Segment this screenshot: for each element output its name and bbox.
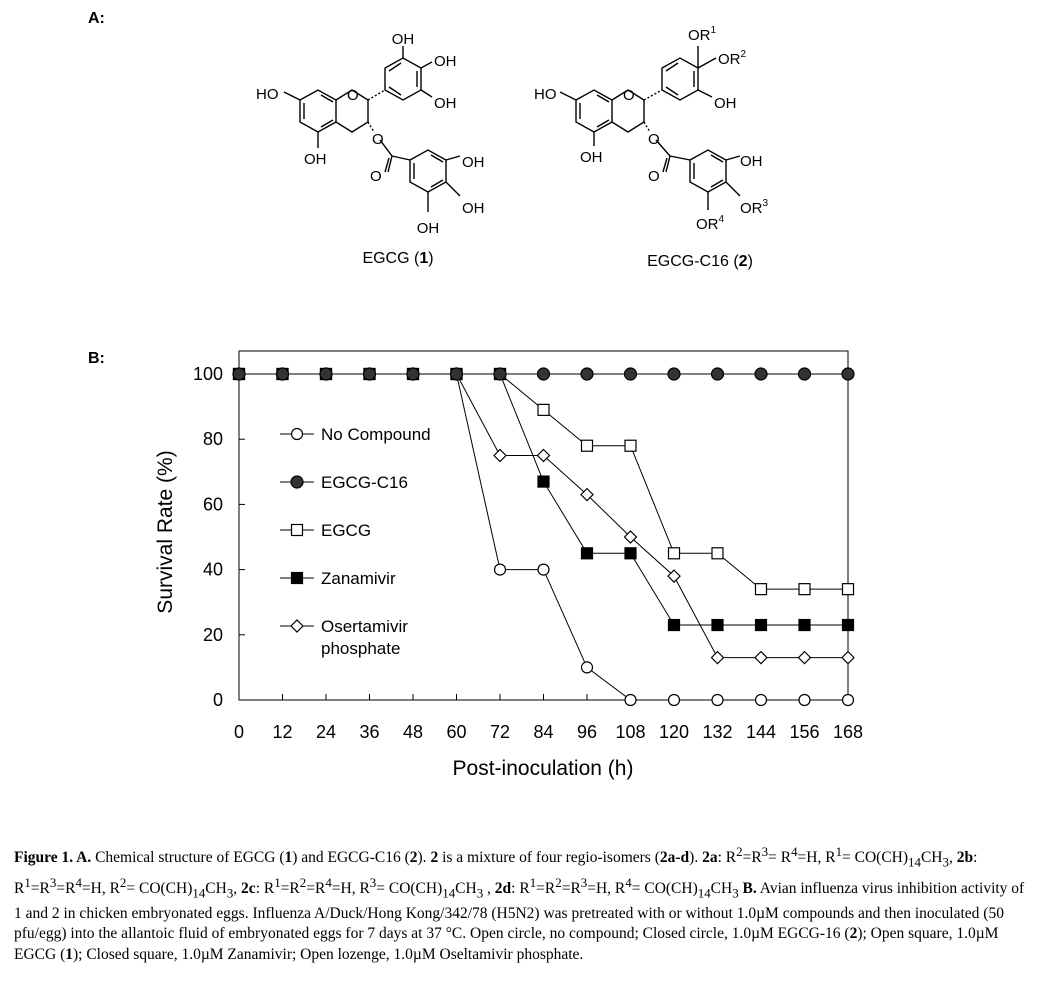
x-tick-label: 12	[272, 722, 293, 742]
c16-or2-label: $OR^2$	[718, 49, 747, 68]
y-tick-label: 100	[192, 364, 223, 384]
y-axis-title: Survival Rate (%)	[154, 450, 177, 614]
x-tick-label: 48	[402, 722, 424, 742]
caption-subscript: 3	[476, 885, 484, 900]
caption-superscript: 1	[529, 874, 537, 890]
c16-oh-r-label: OH	[714, 95, 737, 112]
caption-superscript: 4	[325, 874, 332, 890]
series-closed-circle	[233, 368, 854, 380]
egcg-carbonyl-o-label: O	[370, 168, 382, 185]
data-point	[842, 368, 854, 380]
data-point	[581, 368, 593, 380]
caption-text: =R	[30, 879, 50, 897]
c16-carbonyl-o-label: O	[648, 168, 660, 185]
caption-text: =H, R	[797, 849, 836, 867]
caption-superscript: 4	[75, 874, 82, 890]
caption-superscript: 1	[835, 844, 843, 859]
caption-isomer-label: 2a	[702, 849, 718, 867]
caption-text: ).	[689, 849, 703, 867]
caption-text: ); Open square, 1.0µM EGCG (	[14, 925, 999, 963]
legend-item	[280, 521, 371, 540]
caption-fig-label: Figure 1. A.	[14, 849, 92, 867]
c16-oh-bottom-label: OH	[580, 149, 603, 166]
caption-superscript: 4	[791, 844, 798, 859]
caption-text: ,	[483, 879, 495, 897]
caption-text: = CO(CH)	[631, 879, 698, 897]
c16-oh-g1-label: OH	[740, 153, 763, 170]
data-point	[669, 695, 680, 706]
legend-swatch-marker	[292, 429, 303, 440]
caption-text: Chemical structure of EGCG (	[91, 849, 285, 867]
egcg-ester-o-label: O	[372, 131, 384, 148]
caption-superscript: 3	[369, 874, 377, 890]
data-point	[669, 548, 680, 559]
caption-text: =H, R	[81, 879, 120, 897]
x-tick-label: 144	[745, 722, 777, 742]
caption-subscript: 3	[732, 885, 739, 900]
caption-superscript: 3	[49, 874, 57, 890]
data-point	[538, 476, 549, 487]
data-point	[668, 368, 680, 380]
data-point	[756, 584, 767, 595]
data-point	[799, 620, 810, 631]
c16-ho-left-label: HO	[534, 86, 557, 103]
legend-swatch-marker	[291, 476, 303, 488]
legend-item	[280, 569, 396, 588]
caption-text: =H, R	[587, 879, 626, 897]
caption-text: = CO(CH)	[842, 849, 909, 867]
caption-text: = CO(CH)	[376, 879, 443, 897]
egcg-c16-name: EGCG-C16 (2)	[647, 253, 753, 270]
x-axis-ticks	[234, 694, 863, 742]
caption-isomer-label: 2d	[494, 879, 512, 897]
x-tick-label: 120	[658, 722, 690, 742]
data-point	[364, 368, 376, 380]
c16-or4-label: $OR^4$	[696, 214, 725, 233]
data-point	[320, 368, 332, 380]
x-tick-label: 96	[576, 722, 598, 742]
caption-isomer-label: 2c	[241, 879, 256, 897]
data-point	[582, 662, 593, 673]
caption-text: =R	[742, 849, 762, 867]
caption-superscript: 1	[274, 874, 281, 890]
egcg-oh-top-label: OH	[391, 31, 415, 48]
caption-panel-b-label: B.	[738, 879, 757, 897]
data-point	[494, 450, 506, 462]
legend-swatch-marker	[292, 525, 303, 536]
caption-text: =R	[536, 879, 556, 897]
caption-subscript: 3	[226, 885, 234, 900]
caption-text: =R	[306, 879, 326, 897]
caption-compound-number: 2	[409, 849, 418, 867]
x-tick-label: 108	[615, 722, 646, 742]
egcg-oh-r2-label: OH	[434, 95, 457, 112]
data-point	[843, 620, 854, 631]
caption-superscript: 3	[761, 844, 769, 859]
caption-superscript: 3	[580, 874, 588, 890]
legend-label: No Compound	[321, 425, 431, 444]
y-tick-label: 60	[202, 494, 223, 515]
data-point	[625, 695, 636, 706]
data-point	[843, 584, 854, 595]
caption-text: =R	[56, 879, 76, 897]
caption-text: ,	[233, 879, 242, 897]
data-point	[756, 695, 767, 706]
egcg-oh-r1-label: OH	[434, 53, 457, 70]
x-tick-label: 60	[446, 722, 467, 742]
data-point	[712, 548, 723, 559]
x-tick-label: 168	[832, 722, 864, 742]
caption-text: =R	[280, 879, 300, 897]
data-point	[799, 584, 810, 595]
data-point	[712, 620, 723, 631]
y-tick-label: 40	[202, 559, 223, 580]
y-tick-label: 80	[202, 429, 223, 450]
data-point	[843, 695, 854, 706]
data-point	[712, 368, 724, 380]
caption-isomer-range: 2a-d	[659, 849, 690, 867]
egcg-oh-bottom-label: OH	[304, 151, 327, 168]
data-point	[799, 368, 811, 380]
legend-item	[280, 617, 408, 658]
data-point	[842, 652, 854, 664]
egcg-ho-left-label: HO	[256, 86, 279, 103]
y-axis-ticks	[193, 364, 245, 710]
caption-compound-number: 2	[849, 925, 858, 942]
caption-subscript: 3	[942, 854, 949, 870]
data-point	[625, 368, 637, 380]
caption-isomer-label: 2b	[956, 849, 974, 867]
c16-or3-label: $OR^3$	[740, 198, 769, 217]
legend-swatch-marker	[292, 573, 303, 584]
caption-text: =H, R	[331, 879, 370, 897]
caption-text: CH	[920, 849, 943, 867]
legend	[280, 425, 431, 658]
data-point	[407, 368, 419, 380]
caption-compound-number: 1	[284, 849, 293, 867]
egcg-oh-g2-label: OH	[462, 200, 485, 217]
legend-label: Zanamivir	[321, 569, 396, 588]
data-point	[799, 652, 811, 664]
egcg-oh-g1-label: OH	[462, 154, 485, 171]
legend-swatch-marker	[291, 620, 303, 632]
caption-compound-number: 1	[65, 945, 73, 963]
data-point	[712, 652, 724, 664]
caption-superscript: 2	[119, 874, 127, 890]
caption-text: =R	[561, 879, 581, 897]
data-point	[494, 368, 506, 380]
caption-text: : R	[14, 849, 978, 897]
caption-text: ,	[948, 849, 957, 867]
caption-text: ).	[417, 849, 431, 867]
figure-caption	[14, 842, 1030, 965]
caption-subscript: 14	[908, 854, 921, 870]
caption-subscript: 14	[442, 885, 456, 900]
egcg-oh-g3-label: OH	[416, 220, 440, 237]
caption-superscript: 2	[736, 844, 743, 859]
caption-text: ); Closed square, 1.0µM Zanamivir; Open lozenge, 1.0µM Oseltamivir phosphate.	[72, 945, 584, 963]
caption-superscript: 4	[625, 874, 632, 890]
x-tick-label: 0	[233, 722, 245, 742]
y-tick-label: 20	[202, 624, 223, 645]
c16-or1-label: $OR^1$	[688, 25, 717, 44]
x-tick-label: 156	[789, 722, 820, 742]
egcg-ring-o-label: O	[347, 87, 359, 104]
caption-text: = R	[768, 849, 792, 867]
data-point	[233, 368, 245, 380]
legend-label: EGCG-C16	[321, 473, 408, 492]
x-tick-label: 84	[533, 722, 554, 742]
caption-text: CH	[455, 879, 477, 897]
data-point	[755, 652, 767, 664]
series-line	[239, 374, 848, 658]
caption-text: : R	[255, 879, 275, 897]
caption-superscript: 2	[299, 874, 307, 890]
x-tick-label: 36	[359, 722, 380, 742]
egcg-name: EGCG (1)	[362, 250, 434, 267]
data-point	[756, 620, 767, 631]
c16-ester-o-label: O	[648, 131, 660, 148]
data-point	[538, 404, 549, 415]
caption-superscript: 1	[24, 874, 31, 890]
x-tick-label: 72	[489, 722, 511, 742]
data-point	[582, 440, 593, 451]
data-point	[625, 548, 636, 559]
x-axis-title: Post-inoculation (h)	[452, 757, 634, 780]
caption-subscript: 14	[192, 885, 206, 900]
data-point	[712, 695, 723, 706]
legend-label: phosphate	[321, 639, 401, 658]
legend-label: EGCG	[321, 521, 372, 540]
data-point	[538, 368, 550, 380]
caption-text: : R	[511, 879, 530, 897]
caption-text: is a mixture of four regio-isomers (	[438, 849, 660, 867]
data-point	[625, 440, 636, 451]
data-point	[538, 564, 549, 575]
data-point	[495, 564, 506, 575]
data-point	[755, 368, 767, 380]
data-point	[669, 620, 680, 631]
data-point	[799, 695, 810, 706]
panel-b-label: B:	[88, 350, 105, 367]
data-point	[451, 368, 463, 380]
x-tick-label: 132	[702, 722, 733, 742]
data-point	[277, 368, 289, 380]
legend-label: Osertamivir	[321, 617, 408, 636]
caption-superscript: 2	[555, 874, 562, 890]
caption-subscript: 14	[697, 885, 711, 900]
caption-text: = CO(CH)	[126, 879, 193, 897]
caption-text: CH	[205, 879, 227, 897]
x-tick-label: 24	[315, 722, 337, 742]
data-point	[582, 548, 593, 559]
legend-item	[280, 473, 408, 492]
y-tick-label: 0	[212, 690, 223, 710]
caption-text: Avian influenza virus inhibition activity of 1 and 2 in chicken embryonated eggs. Influenza A/Duck/Hong Kong/342/78 (H5N2) was pretreated with or without 1.0µM compounds and then inoculated (50 pfu/egg) into the allantoic fluid of embryonated eggs for 7 days at 37 °C. Open circle, no compound; Closed circle, 1.0µM EGCG-16 (	[14, 879, 1025, 942]
caption-compound-number: 2	[430, 849, 439, 867]
caption-text: : R	[717, 849, 737, 867]
legend-item	[280, 425, 431, 444]
panel-a-label: A:	[88, 10, 105, 27]
caption-text: ) and EGCG-C16 (	[292, 849, 410, 867]
c16-ring-o-label: O	[623, 87, 635, 104]
caption-text: CH	[710, 879, 733, 897]
